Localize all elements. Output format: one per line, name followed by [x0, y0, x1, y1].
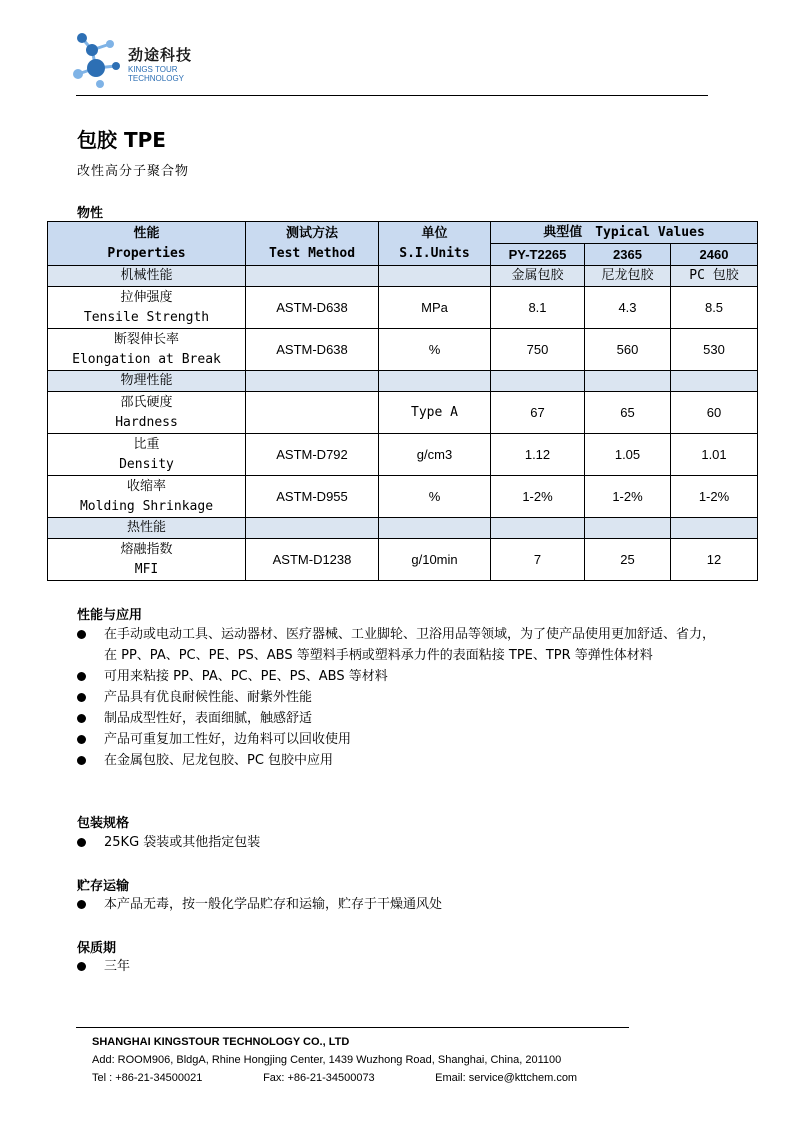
- bullet-icon: [77, 900, 86, 909]
- properties-heading: 物性: [77, 206, 104, 221]
- property-name: 拉伸强度 Tensile Strength: [48, 287, 246, 329]
- bullet-icon: [77, 714, 86, 723]
- table-header-row: [48, 222, 758, 244]
- bullet-icon: [77, 756, 86, 765]
- page-title: 包胶 TPE: [77, 128, 166, 152]
- list-item: 在手动或电动工具、运动器材、医疗器械、工业脚轮、卫浴用品等领域，为了使产品使用更加舒适、省力，在 PP、PA、PC、PE、PS、ABS 等塑料手柄或塑料承力件的表面粘接 TPE、TPR 等弹性体材料: [77, 624, 727, 666]
- header-units: 单位 S.I.Units: [379, 222, 491, 266]
- table-row-hardness: [48, 392, 758, 434]
- value: 1.05: [585, 434, 671, 476]
- bullet-icon: [77, 630, 86, 639]
- unit: %: [379, 329, 491, 371]
- footer-tel: Tel : +86-21-34500021: [92, 1072, 203, 1084]
- list-item: 本产品无毒，按一般化学品贮存和运输，贮存于干燥通风处: [77, 894, 442, 915]
- list-item: 可用来粘接 PP、PA、PC、PE、PS、ABS 等材料: [77, 666, 727, 687]
- header-grade: 2365: [585, 244, 671, 266]
- category-row-mechanical: [48, 266, 758, 287]
- unit: %: [379, 476, 491, 518]
- value: 560: [585, 329, 671, 371]
- table-row-tensile: [48, 287, 758, 329]
- value: 8.1: [491, 287, 585, 329]
- table-row-elongation: [48, 329, 758, 371]
- header-typical-values: 典型值 Typical Values: [491, 222, 758, 244]
- grade-description: 金属包胶: [491, 266, 585, 287]
- property-name: 熔融指数 MFI: [48, 539, 246, 581]
- header-divider: [76, 95, 708, 96]
- packaging-list: [77, 832, 260, 853]
- list-item: 制品成型性好，表面细腻，触感舒适: [77, 708, 727, 729]
- test-method: ASTM-D1238: [246, 539, 379, 581]
- header-test-method: 测试方法 Test Method: [246, 222, 379, 266]
- category-label: 物理性能: [48, 371, 246, 392]
- list-item: 产品可重复加工性好，边角料可以回收使用: [77, 729, 727, 750]
- properties-table: [47, 221, 758, 581]
- value: 60: [671, 392, 758, 434]
- value: 7: [491, 539, 585, 581]
- value: 65: [585, 392, 671, 434]
- value: 8.5: [671, 287, 758, 329]
- company-logo: [70, 30, 210, 90]
- unit: g/cm3: [379, 434, 491, 476]
- applications-heading: 性能与应用: [77, 608, 143, 623]
- category-row-thermal: [48, 518, 758, 539]
- value: 1-2%: [491, 476, 585, 518]
- grade-description: PC 包胶: [671, 266, 758, 287]
- bullet-icon: [77, 735, 86, 744]
- header-grade: 2460: [671, 244, 758, 266]
- footer-contact: [92, 1072, 652, 1084]
- list-item: 25KG 袋装或其他指定包装: [77, 832, 260, 853]
- value: 750: [491, 329, 585, 371]
- property-name: 断裂伸长率 Elongation at Break: [48, 329, 246, 371]
- header-properties: 性能 Properties: [48, 222, 246, 266]
- header-grade: PY-T2265: [491, 244, 585, 266]
- unit: Type A: [379, 392, 491, 434]
- property-name: 比重 Density: [48, 434, 246, 476]
- test-method: [246, 392, 379, 434]
- test-method: ASTM-D638: [246, 287, 379, 329]
- bullet-icon: [77, 672, 86, 681]
- list-item: 三年: [77, 956, 130, 977]
- grade-description: 尼龙包胶: [585, 266, 671, 287]
- storage-heading: 贮存运输: [77, 879, 130, 894]
- logo-en-line1: KINGS TOUR: [128, 65, 178, 74]
- packaging-heading: 包装规格: [77, 816, 130, 831]
- test-method: ASTM-D792: [246, 434, 379, 476]
- molecule-logo-icon: [70, 30, 128, 90]
- bullet-icon: [77, 693, 86, 702]
- table-row-mfi: [48, 539, 758, 581]
- value: 1-2%: [671, 476, 758, 518]
- shelf-life-list: [77, 956, 130, 977]
- applications-list: [77, 624, 727, 771]
- footer-divider: [76, 1027, 629, 1028]
- bullet-icon: [77, 962, 86, 971]
- value: 25: [585, 539, 671, 581]
- value: 4.3: [585, 287, 671, 329]
- footer-fax: Fax: +86-21-34500073: [263, 1072, 375, 1084]
- footer-address: Add: ROOM906, BldgA, Rhine Hongjing Center, 1439 Wuzhong Road, Shanghai, China, 201100: [92, 1054, 562, 1066]
- unit: MPa: [379, 287, 491, 329]
- value: 1.01: [671, 434, 758, 476]
- property-name: 邵氏硬度 Hardness: [48, 392, 246, 434]
- value: 1.12: [491, 434, 585, 476]
- test-method: ASTM-D955: [246, 476, 379, 518]
- page-subtitle: 改性高分子聚合物: [77, 164, 190, 179]
- storage-list: [77, 894, 442, 915]
- list-item: 在金属包胶、尼龙包胶、PC 包胶中应用: [77, 750, 727, 771]
- bullet-icon: [77, 838, 86, 847]
- value: 67: [491, 392, 585, 434]
- list-item: 产品具有优良耐候性能、耐紫外性能: [77, 687, 727, 708]
- value: 12: [671, 539, 758, 581]
- category-label: 热性能: [48, 518, 246, 539]
- test-method: ASTM-D638: [246, 329, 379, 371]
- unit: g/10min: [379, 539, 491, 581]
- table-row-shrinkage: [48, 476, 758, 518]
- value: 530: [671, 329, 758, 371]
- category-label: 机械性能: [48, 266, 246, 287]
- footer-email: Email: service@kttchem.com: [435, 1072, 578, 1084]
- property-name: 收缩率 Molding Shrinkage: [48, 476, 246, 518]
- shelf-life-heading: 保质期: [77, 941, 117, 956]
- footer-company: SHANGHAI KINGSTOUR TECHNOLOGY CO., LTD: [92, 1036, 350, 1048]
- category-row-physical: [48, 371, 758, 392]
- value: 1-2%: [585, 476, 671, 518]
- table-row-density: [48, 434, 758, 476]
- logo-cn-text: 劲途科技: [128, 46, 193, 64]
- logo-en-line2: TECHNOLOGY: [128, 74, 185, 83]
